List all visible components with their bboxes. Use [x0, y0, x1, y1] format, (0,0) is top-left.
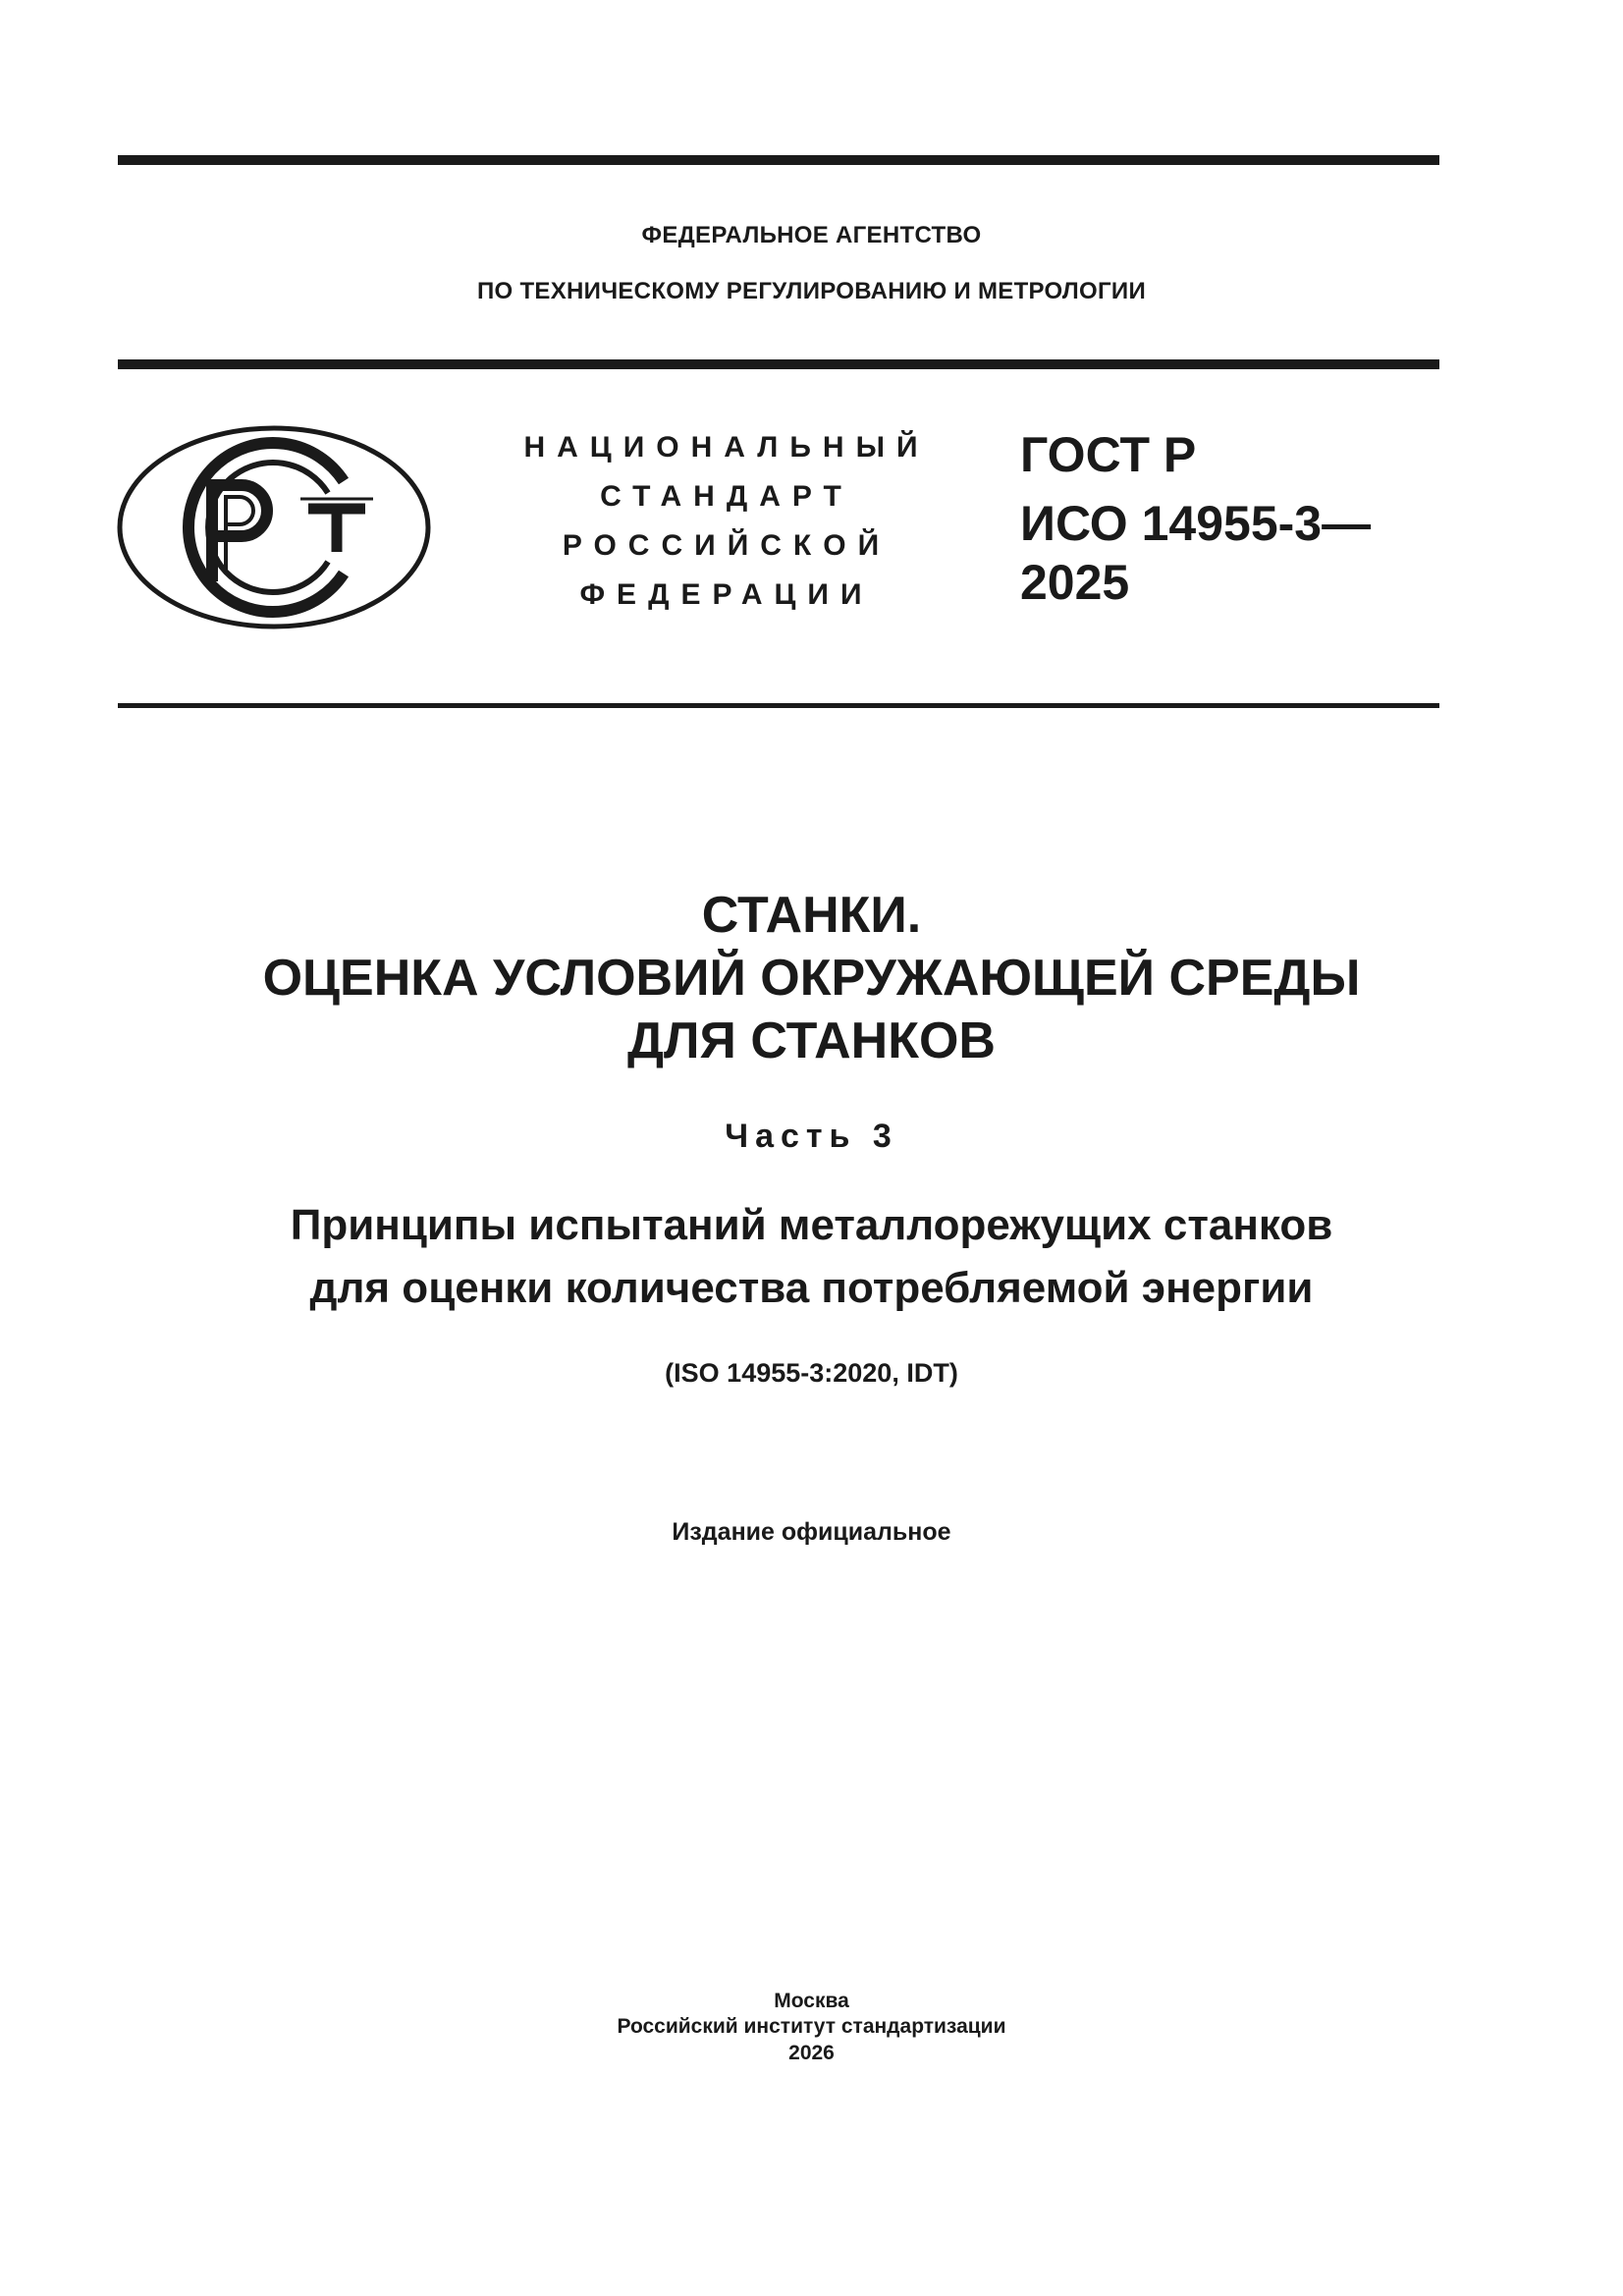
imprint-year: 2026	[788, 2042, 835, 2064]
edition-note: Издание официальное	[672, 1518, 951, 1546]
subtitle-line-2: для оценки количества потребляемой энергии	[309, 1264, 1314, 1312]
document-title-line-3: ДЛЯ СТАНКОВ	[627, 1012, 996, 1069]
middle-rule	[118, 359, 1439, 369]
standard-type-line-3: РОССИЙСКОЙ	[562, 529, 892, 562]
designation-line-1: ГОСТ Р	[1020, 427, 1197, 482]
imprint-publisher: Российский институт стандартизации	[617, 2015, 1006, 2038]
agency-name-line-2: ПО ТЕХНИЧЕСКОМУ РЕГУЛИРОВАНИЮ И МЕТРОЛОГИИ	[476, 278, 1147, 304]
top-rule	[118, 155, 1439, 165]
standard-type-line-2: СТАНДАРТ	[600, 480, 853, 513]
subtitle-line-1: Принципы испытаний металлорежущих станков	[290, 1201, 1333, 1249]
iso-reference: (ISO 14955-3:2020, IDT)	[665, 1358, 958, 1388]
lower-rule	[118, 703, 1439, 708]
document-title-line-2: ОЦЕНКА УСЛОВИЙ ОКРУЖАЮЩЕЙ СРЕДЫ	[262, 950, 1361, 1007]
standard-type-line-1: НАЦИОНАЛЬНЫЙ	[523, 431, 930, 464]
part-label: Часть 3	[725, 1118, 898, 1155]
imprint-city: Москва	[774, 1990, 849, 2012]
agency-name-line-1: ФЕДЕРАЛЬНОЕ АГЕНТСТВО	[641, 222, 982, 248]
designation-line-3: 2025	[1020, 555, 1130, 610]
rst-logo-icon	[116, 424, 432, 630]
document-title-line-1: СТАНКИ.	[701, 887, 922, 944]
designation-line-2: ИСО 14955-3—	[1020, 496, 1372, 551]
standard-type-line-4: ФЕДЕРАЦИИ	[579, 578, 874, 611]
